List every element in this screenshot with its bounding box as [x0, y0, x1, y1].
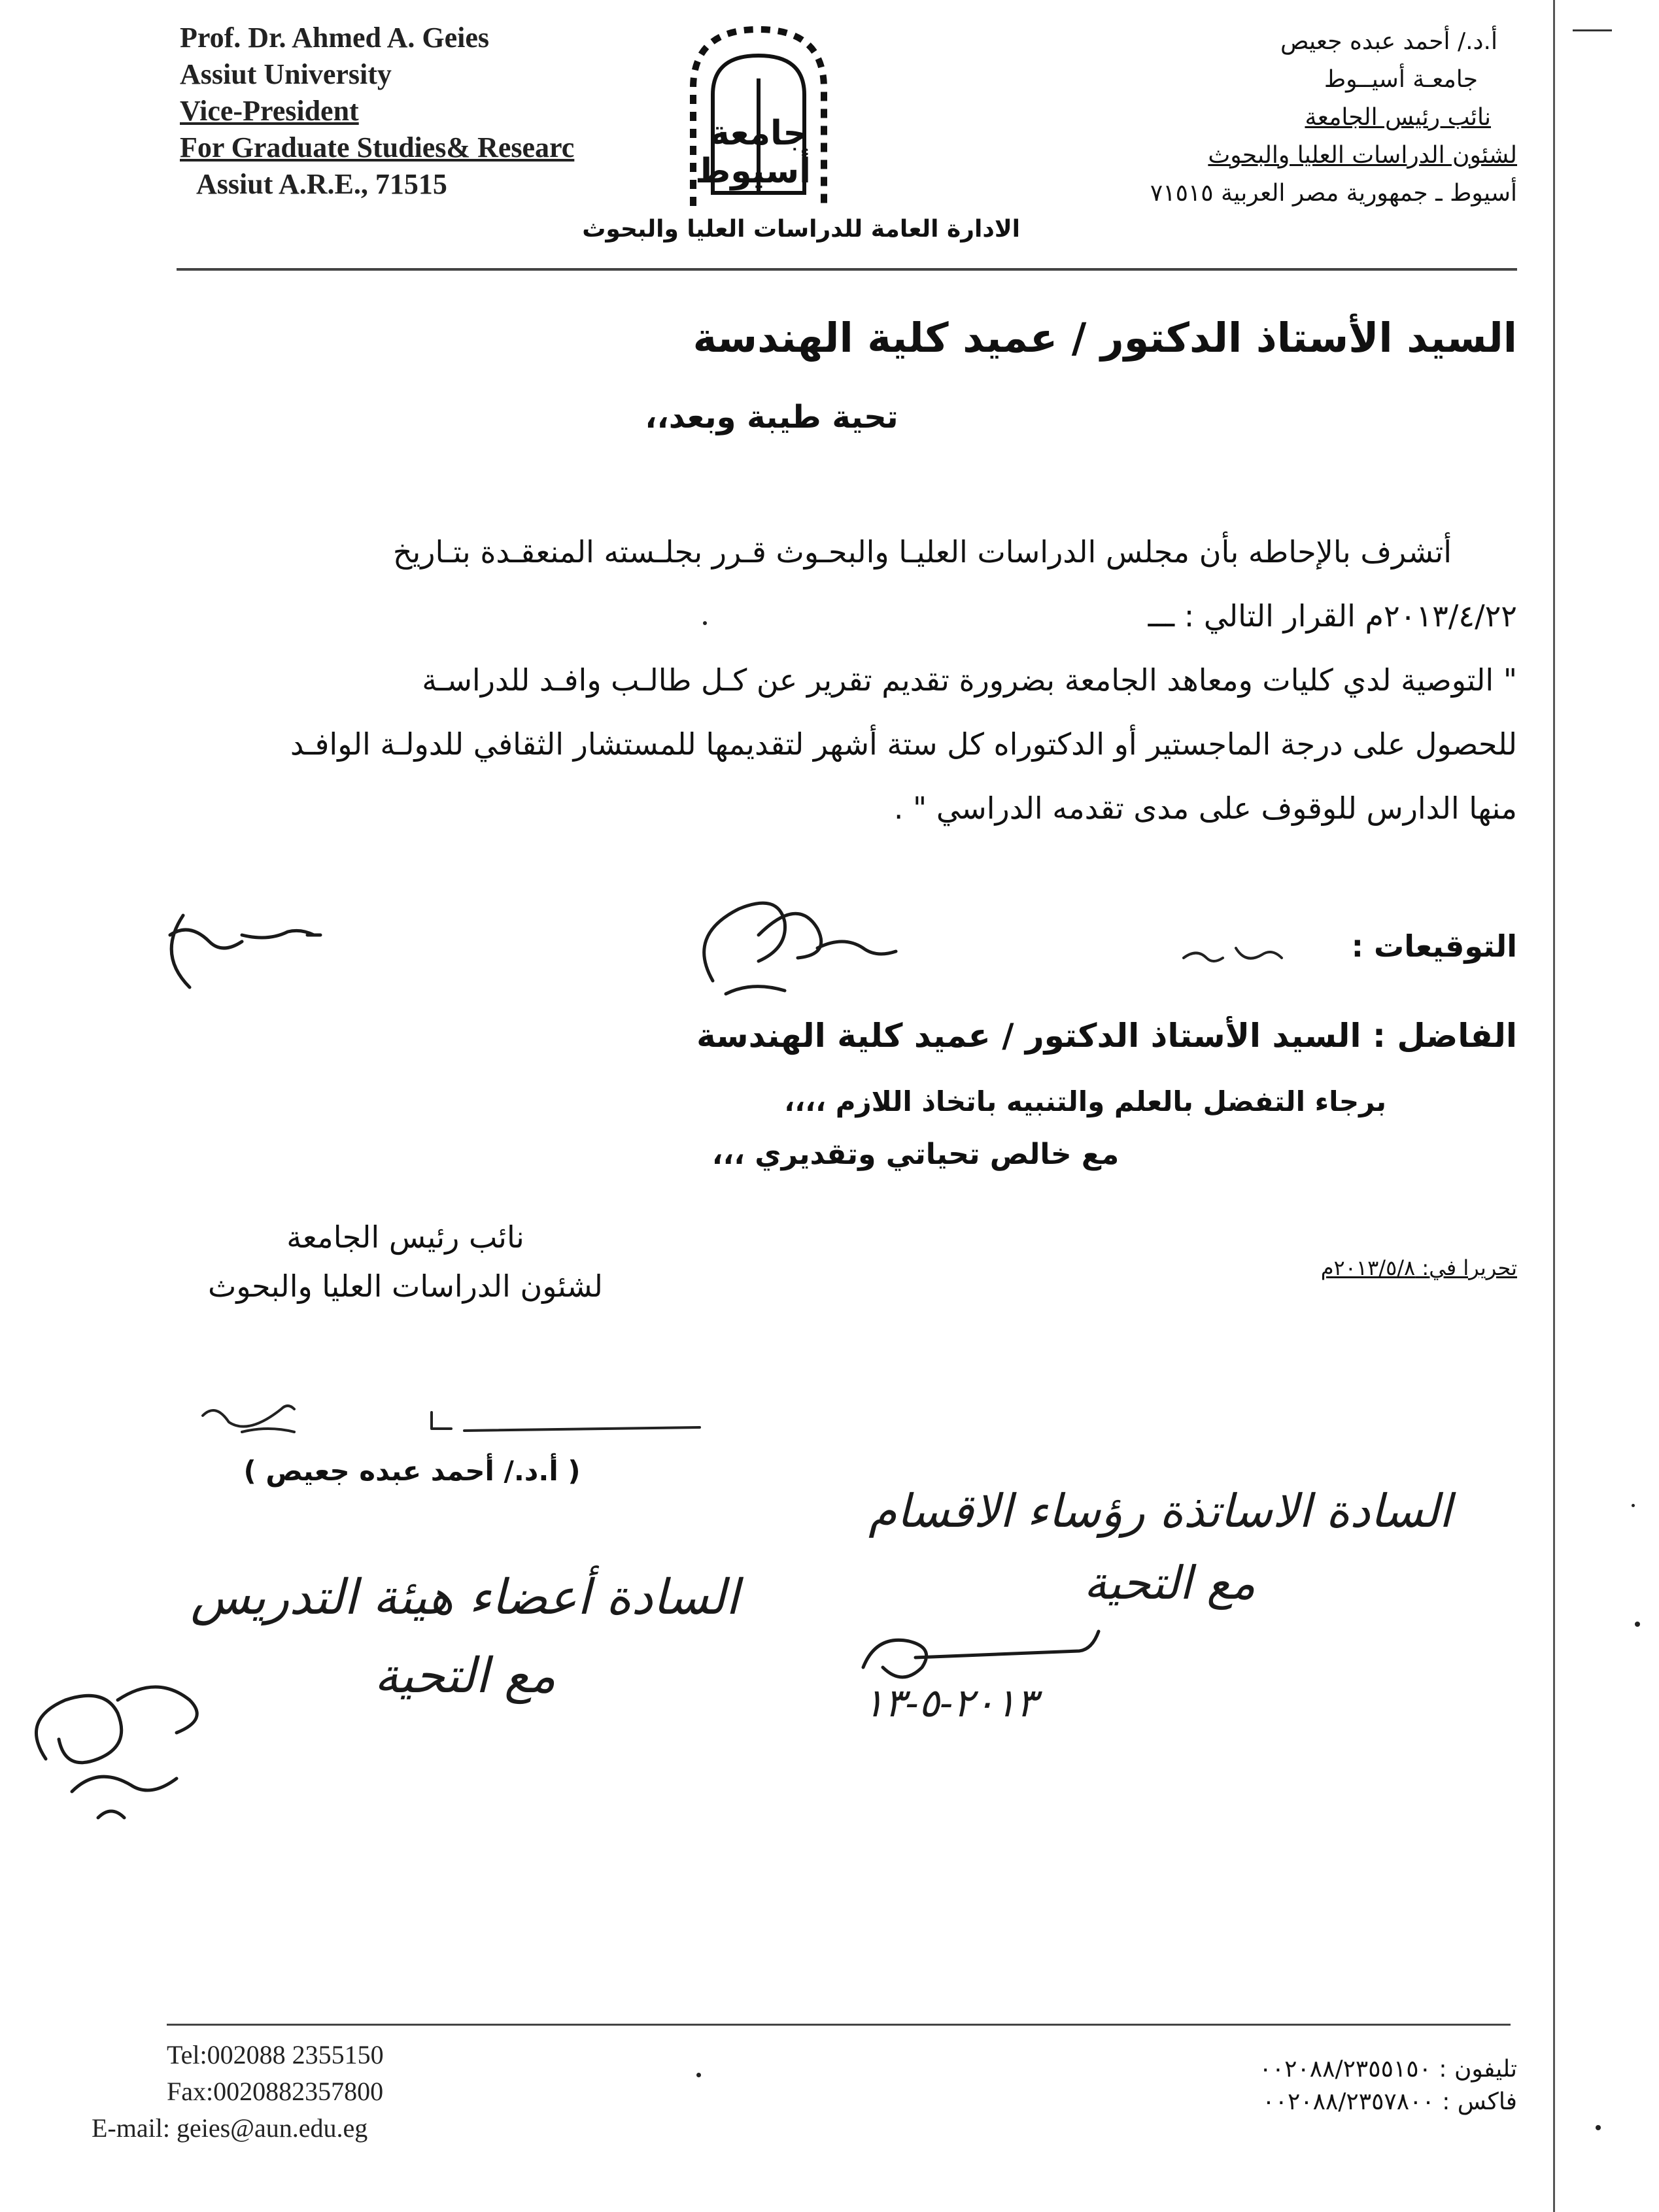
university-logo [680, 16, 837, 213]
scan-speck [1596, 2125, 1601, 2130]
signature-committee-3 [144, 896, 327, 1000]
footer-divider [167, 2024, 1511, 2026]
request-line: برجاء التفضل بالعلم والتنبيه باتخاذ اللازم ،،،، [784, 1085, 1386, 1117]
addressee: السيد الأستاذ الدكتور / عميد كلية الهندسة [693, 314, 1517, 362]
body-line-4: للحصول على درجة الماجستير أو الدكتوراه كل ستة أشهر لتقديمها للمستشار الثقافي للدولـة الوافـد [290, 726, 1517, 762]
date-written: تحريرا في: ٢٠١٣/٥/٨م [1320, 1255, 1517, 1280]
letterhead-english [180, 20, 703, 203]
body-line-5: منها الدارس للوقوف على مدى تقدمه الدراسي " . [893, 791, 1517, 826]
signature-committee-2 [687, 883, 909, 1013]
scan-speck [1635, 1622, 1640, 1627]
body-line-3: " التوصية لدي كليات ومعاهد الجامعة بضرورة تقديم تقرير عن كـل طالـب وافـد للدراسـة [422, 662, 1517, 698]
footer-english [92, 2037, 549, 2147]
handwritten-note-right [850, 1465, 1471, 1739]
greeting: تحية طيبة وبعد،، [645, 399, 898, 435]
handwritten-right-date: ٢٠١٣-٥-١٣ [863, 1680, 1038, 1726]
signer-signature [183, 1380, 719, 1452]
closing-line: مع خالص تحياتي وتقديري ،،، [711, 1138, 1120, 1171]
logo-text: جامعة أسيوط [695, 114, 811, 191]
handwritten-right-line-1: السادة الاساتذة رؤساء الاقسام [868, 1484, 1452, 1538]
signer-title-1: نائب رئيس الجامعة [286, 1219, 524, 1255]
handwritten-right-signature [850, 1628, 1112, 1687]
header-name-ar: أ.د./ أحمد عبده جعيص [1280, 28, 1497, 55]
header-department-ar: لشئون الدراسات العليا والبحوث [1208, 142, 1517, 169]
header-divider [177, 268, 1517, 271]
letter-body [88, 520, 1517, 840]
handwritten-note-left [20, 1563, 752, 1824]
scan-speck [1632, 1504, 1635, 1507]
header-position-en: Vice-President [180, 95, 359, 127]
right-margin-line [1553, 0, 1555, 2212]
header-name-en: Prof. Dr. Ahmed A. Geies [180, 22, 489, 54]
fadel-line: الفاضل : السيد الأستاذ الدكتور / عميد كلية الهندسة [696, 1017, 1517, 1055]
body-line-1: أتشرف بالإحاطه بأن مجلس الدراسات العليـا والبحـوث قـرر بجلـسته المنعقـدة بتـاريخ [392, 534, 1452, 570]
handwritten-left-line-1: السادة أعضاء هيئة التدريس [190, 1569, 739, 1625]
header-university-en: Assiut University [180, 58, 392, 90]
top-right-dash [1573, 29, 1612, 31]
letterhead-arabic [1020, 23, 1517, 213]
footer-email-en: E-mail: geies@aun.edu.eg [92, 2113, 368, 2143]
scan-speck [703, 621, 707, 625]
footer-arabic [1151, 2053, 1517, 2118]
header-address-ar: أسيوط ـ جمهورية مصر العربية ٧١٥١٥ [1150, 180, 1517, 207]
footer-fax-en: Fax:0020882357800 [167, 2077, 384, 2106]
handwritten-right-line-2: مع التحية [1084, 1556, 1256, 1610]
header-position-ar: نائب رئيس الجامعة [1305, 104, 1491, 131]
footer-fax-ar: فاكس : ٠٠٢٠٨٨/٢٣٥٧٨٠٠ [1262, 2088, 1517, 2115]
signer-title-2: لشئون الدراسات العليا والبحوث [208, 1268, 603, 1304]
footer-tel-en: Tel:002088 2355150 [167, 2040, 384, 2069]
header-university-ar: جامعـة أسيــوط [1324, 66, 1478, 93]
signatures-label: التوقيعات : [1351, 928, 1517, 964]
scan-speck [696, 2073, 701, 2077]
footer-tel-ar: تليفون : ٠٠٢٠٨٨/٢٣٥٥١٥٠ [1259, 2056, 1517, 2083]
header-address-en: Assiut A.R.E., 71515 [196, 168, 447, 200]
handwritten-left-signature [20, 1661, 242, 1824]
header-department-en: For Graduate Studies& Researc [180, 131, 575, 163]
signature-committee-1 [1177, 935, 1295, 974]
handwritten-left-line-2: مع التحية [374, 1648, 556, 1704]
body-line-2: ٢٠١٣/٤/٢٢م القرار التالي : ـــ [1148, 598, 1517, 634]
header-administration: الادارة العامة للدراسات العليا والبحوث [582, 216, 1020, 243]
signer-name: ( أ.د./ أحمد عبده جعيص ) [243, 1455, 581, 1487]
